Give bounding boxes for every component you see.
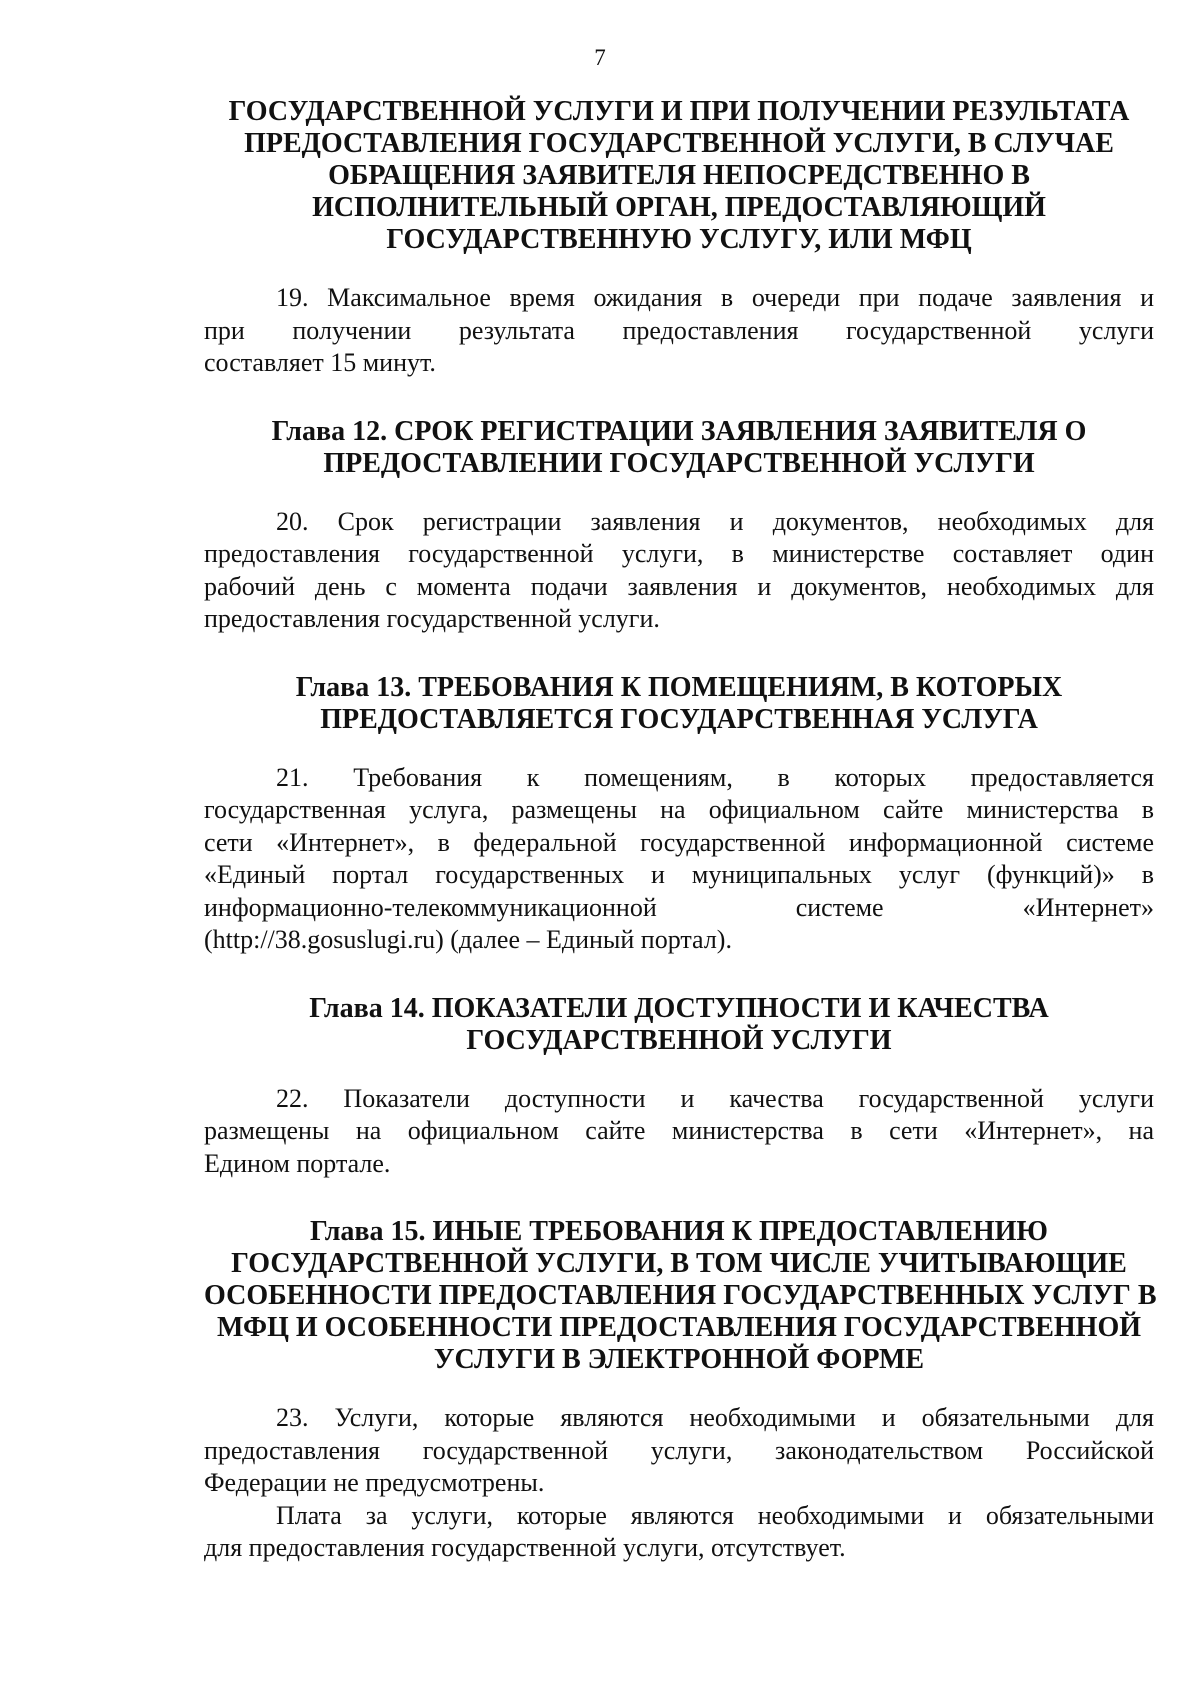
heading-line: ОБРАЩЕНИЯ ЗАЯВИТЕЛЯ НЕПОСРЕДСТВЕННО В bbox=[328, 160, 1030, 191]
paragraph-line: сети «Интернет», в федеральной государственной информационной системе bbox=[204, 827, 1154, 857]
paragraph-22 bbox=[204, 1083, 1154, 1181]
heading-line: Глава 15. ИНЫЕ ТРЕБОВАНИЯ К ПРЕДОСТАВЛЕНИЮ bbox=[310, 1216, 1048, 1247]
paragraph-line: «Единый портал государственных и муниципальных услуг (функций)» в bbox=[204, 860, 1154, 889]
chapter-14-heading bbox=[204, 993, 1154, 1057]
paragraph-20 bbox=[204, 506, 1154, 636]
paragraph-line: составляет 15 минут. bbox=[204, 348, 436, 377]
heading-line: ПРЕДОСТАВЛЯЕТСЯ ГОСУДАРСТВЕННАЯ УСЛУГА bbox=[320, 703, 1038, 735]
heading-line: ГОСУДАРСТВЕННОЙ УСЛУГИ, В ТОМ ЧИСЛЕ УЧИТЫВАЮЩИЕ bbox=[231, 1248, 1127, 1279]
paragraph-line: предоставления государственной услуги. bbox=[204, 604, 660, 633]
paragraph-21 bbox=[204, 762, 1154, 957]
paragraph-line: информационно-телекоммуникационной системе «Интернет» bbox=[204, 892, 1154, 922]
document-body bbox=[204, 96, 1157, 1565]
paragraph-line: 19. Максимальное время ожидания в очереди при подаче заявления и bbox=[276, 283, 1154, 312]
page-number: 7 bbox=[594, 45, 606, 70]
heading-line: МФЦ И ОСОБЕННОСТИ ПРЕДОСТАВЛЕНИЯ ГОСУДАРСТВЕННОЙ bbox=[216, 1312, 1142, 1343]
paragraph-23 bbox=[204, 1402, 1154, 1500]
paragraph-line: 23. Услуги, которые являются необходимыми и обязательными для bbox=[276, 1403, 1154, 1432]
heading-line: ГОСУДАРСТВЕННОЙ УСЛУГИ bbox=[466, 1024, 892, 1056]
paragraph-line: Плата за услуги, которые являются необходимыми и обязательными bbox=[276, 1500, 1154, 1530]
paragraph-line: Едином портале. bbox=[204, 1148, 391, 1178]
heading-line: Глава 13. ТРЕБОВАНИЯ К ПОМЕЩЕНИЯМ, В КОТОРЫХ bbox=[295, 671, 1063, 703]
paragraph-line: для предоставления государственной услуги, отсутствует. bbox=[204, 1533, 846, 1562]
heading-line: ПРЕДОСТАВЛЕНИЯ ГОСУДАРСТВЕННОЙ УСЛУГИ, В СЛУЧАЕ bbox=[244, 128, 1114, 159]
paragraph-line: 20. Срок регистрации заявления и документов, необходимых для bbox=[276, 506, 1154, 536]
paragraph-23-continued bbox=[204, 1500, 1154, 1565]
heading-line: Глава 14. ПОКАЗАТЕЛИ ДОСТУПНОСТИ И КАЧЕСТВА bbox=[309, 992, 1049, 1024]
paragraph-19 bbox=[204, 282, 1154, 380]
paragraph-line: 22. Показатели доступности и качества государственной услуги bbox=[276, 1083, 1154, 1113]
heading-line: ПРЕДОСТАВЛЕНИИ ГОСУДАРСТВЕННОЙ УСЛУГИ bbox=[323, 447, 1035, 479]
heading-line: УСЛУГИ В ЭЛЕКТРОННОЙ ФОРМЕ bbox=[433, 1344, 925, 1375]
heading-line: ГОСУДАРСТВЕННУЮ УСЛУГУ, ИЛИ МФЦ bbox=[386, 224, 972, 255]
chapter-15-heading bbox=[204, 1216, 1157, 1376]
heading-line: ГОСУДАРСТВЕННОЙ УСЛУГИ И ПРИ ПОЛУЧЕНИИ РЕЗУЛЬТАТА bbox=[228, 96, 1130, 127]
paragraph-line: размещены на официальном сайте министерства в сети «Интернет», на bbox=[204, 1116, 1154, 1145]
paragraph-line: государственная услуга, размещены на официальном сайте министерства в bbox=[204, 795, 1154, 824]
paragraph-line: Федерации не предусмотрены. bbox=[204, 1468, 545, 1497]
paragraph-line: предоставления государственной услуги, в министерстве составляет один bbox=[204, 539, 1154, 568]
paragraph-line: при получении результата предоставления государственной услуги bbox=[204, 315, 1154, 345]
heading-line: ИСПОЛНИТЕЛЬНЫЙ ОРГАН, ПРЕДОСТАВЛЯЮЩИЙ bbox=[312, 192, 1046, 223]
paragraph-line: рабочий день с момента подачи заявления и документов, необходимых для bbox=[204, 571, 1154, 601]
heading-line: Глава 12. СРОК РЕГИСТРАЦИИ ЗАЯВЛЕНИЯ ЗАЯВИТЕЛЯ О bbox=[271, 415, 1087, 447]
paragraph-line: предоставления государственной услуги, законодательством Российской bbox=[204, 1435, 1154, 1465]
section-heading-continuation bbox=[204, 96, 1154, 256]
chapter-12-heading bbox=[204, 416, 1154, 480]
paragraph-line: 21. Требования к помещениям, в которых предоставляется bbox=[276, 762, 1154, 792]
heading-line: ОСОБЕННОСТИ ПРЕДОСТАВЛЕНИЯ ГОСУДАРСТВЕННЫХ УСЛУГ В bbox=[204, 1280, 1157, 1311]
chapter-13-heading bbox=[204, 672, 1154, 736]
paragraph-line: (http://38.gosuslugi.ru) (далее – Единый портал). bbox=[204, 925, 732, 954]
